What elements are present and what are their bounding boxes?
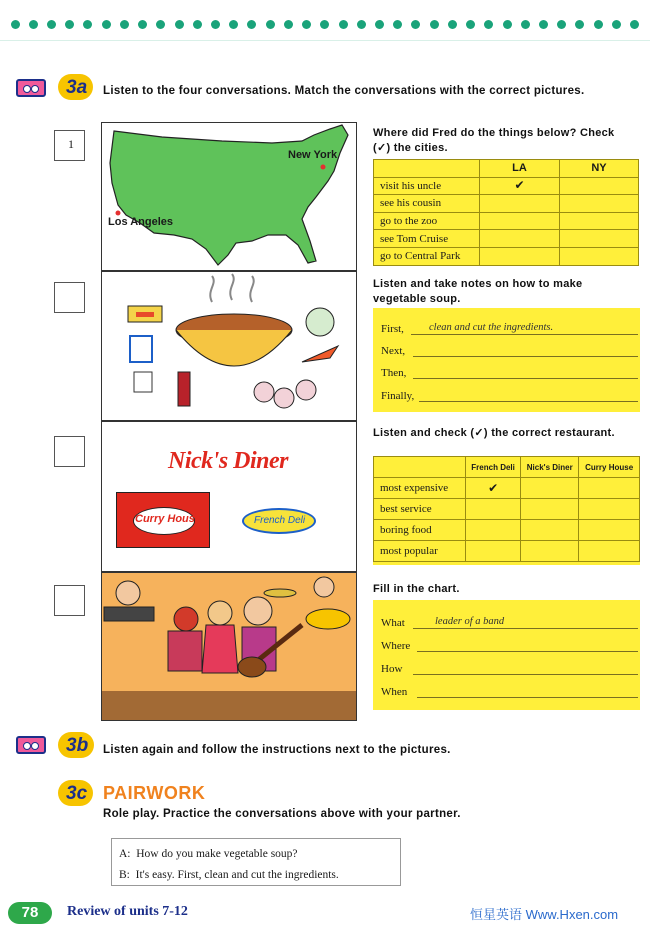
- decorative-dot-border: [0, 20, 650, 34]
- q1-cell-ny[interactable]: [560, 230, 639, 248]
- q2-answer-rule: [413, 356, 638, 357]
- q4-title: Fill in the chart.: [373, 583, 460, 595]
- q4-line-where[interactable]: [373, 633, 640, 655]
- q3-row-label: most popular: [374, 541, 466, 562]
- q2-answer-rule: [411, 334, 638, 335]
- q1-cell-ny[interactable]: [560, 247, 639, 265]
- map-label-los-angeles: Los Angeles: [108, 216, 173, 228]
- q2-line-next[interactable]: [373, 338, 640, 360]
- q3-cell-curry-house[interactable]: [579, 478, 640, 499]
- section-3b-badge: 3b: [58, 732, 94, 758]
- q1-row-label: see Tom Cruise: [374, 230, 480, 248]
- q4-line-label: Where: [381, 640, 411, 652]
- restaurants-picture: [101, 421, 357, 572]
- footer-title: Review of units 7-12: [67, 904, 188, 919]
- band-picture: [101, 572, 357, 721]
- q4-answer-rule: [417, 651, 638, 652]
- q1-row-label: see his cousin: [374, 195, 480, 213]
- q3-cell-nicks-diner[interactable]: [521, 478, 579, 499]
- soup-ingredients-illustration: [102, 272, 357, 421]
- map-label-new-york: New York: [288, 149, 338, 161]
- q2-line-then[interactable]: [373, 360, 640, 382]
- q1-cell-la[interactable]: [480, 195, 560, 213]
- sample-dialog-box: [111, 838, 401, 886]
- usa-map-icon: [102, 123, 357, 271]
- answer-box-2[interactable]: [54, 282, 85, 313]
- q4-answer-rule: [413, 628, 638, 629]
- q3-row-label: best service: [374, 499, 466, 520]
- q3-cell-french-deli[interactable]: [466, 520, 521, 541]
- q1-cell-la[interactable]: [480, 247, 560, 265]
- section-3c-badge: 3c: [58, 780, 93, 806]
- curry-house-sign: [116, 492, 210, 548]
- q1-row-label: go to the zoo: [374, 212, 480, 230]
- q2-line-label: First,: [381, 323, 404, 335]
- section-3b-instruction: Listen again and follow the instructions next to the pictures.: [103, 744, 451, 756]
- q3-header-blank: [374, 457, 466, 478]
- q3-cell-nicks-diner[interactable]: [521, 541, 579, 562]
- site-watermark: 恒星英语 Www.Hxen.com: [470, 907, 619, 922]
- q1-cell-ny[interactable]: [560, 177, 639, 195]
- dialog-line: [119, 865, 400, 886]
- q1-row-label: go to Central Park: [374, 247, 480, 265]
- q3-title: Listen and check (✓) the correct restaurant.: [373, 427, 615, 439]
- french-deli-sign: [242, 508, 316, 534]
- q2-line-label: Then,: [381, 367, 407, 379]
- q4-line-what[interactable]: [373, 610, 640, 632]
- pairwork-heading: PAIRWORK: [103, 783, 206, 803]
- dialog-speaker: B:: [119, 869, 130, 881]
- dialog-text: How do you make vegetable soup?: [136, 848, 298, 860]
- q1-header-ny: NY: [560, 160, 639, 178]
- vegetable-soup-picture: [101, 271, 357, 421]
- section-3c-instruction: Role play. Practice the conversations above with your partner.: [103, 808, 461, 820]
- q1-cell-la[interactable]: [480, 212, 560, 230]
- q2-line-finally[interactable]: [373, 383, 640, 405]
- q3-cell-curry-house[interactable]: [579, 499, 640, 520]
- q4-answer-rule: [417, 697, 638, 698]
- q3-header-nicks-diner: Nick's Diner: [521, 457, 579, 478]
- answer-box-3[interactable]: [54, 436, 85, 467]
- q4-line-label: What: [381, 617, 405, 629]
- q3-cell-french-deli[interactable]: [466, 541, 521, 562]
- q4-chart-area: [373, 600, 640, 710]
- q3-header-french-deli: French Deli: [466, 457, 521, 478]
- section-3a-badge: 3a: [58, 74, 93, 100]
- q2-answer: clean and cut the ingredients.: [429, 322, 554, 333]
- curry-house-label: Curry House: [135, 513, 202, 525]
- q4-line-when[interactable]: [373, 679, 640, 701]
- q3-row-label: most expensive: [374, 478, 466, 499]
- q3-cell-curry-house[interactable]: [579, 520, 640, 541]
- q1-title: Where did Fred do the things below? Check (✓) the cities.: [373, 127, 615, 154]
- q3-cell-curry-house[interactable]: [579, 541, 640, 562]
- cassette-icon: [16, 79, 46, 97]
- q3-cell-french-deli[interactable]: [466, 499, 521, 520]
- q1-header-la: LA: [480, 160, 560, 178]
- q3-cell-french-deli[interactable]: ✔: [466, 478, 521, 499]
- q1-cell-la[interactable]: [480, 230, 560, 248]
- q2-title: Listen and take notes on how to make vegetable soup.: [373, 278, 583, 305]
- q2-line-label: Finally,: [381, 390, 415, 402]
- q4-line-label: When: [381, 686, 408, 698]
- answer-box-1[interactable]: 1: [54, 130, 85, 161]
- q1-table: [373, 159, 639, 266]
- q3-table: [373, 456, 640, 565]
- page-number: 78: [8, 902, 52, 924]
- q1-cell-ny[interactable]: [560, 212, 639, 230]
- q3-row-label: boring food: [374, 520, 466, 541]
- q1-cell-ny[interactable]: [560, 195, 639, 213]
- q3-header-curry-house: Curry House: [579, 457, 640, 478]
- q2-line-label: Next,: [381, 345, 406, 357]
- dialog-line: [119, 844, 400, 865]
- french-deli-label: French Deli: [254, 515, 306, 526]
- dialog-text: It's easy. First, clean and cut the ingredients.: [135, 869, 339, 881]
- q4-line-label: How: [381, 663, 403, 675]
- q1-row-label: visit his uncle: [374, 177, 480, 195]
- q2-answer-rule: [413, 378, 638, 379]
- nicks-diner-sign: Nick's Diner: [168, 448, 288, 474]
- q2-answer-rule: [419, 401, 638, 402]
- q3-cell-nicks-diner[interactable]: [521, 499, 579, 520]
- q2-line-first[interactable]: [373, 316, 640, 338]
- q2-notes-area: [373, 308, 640, 412]
- divider: [0, 40, 650, 41]
- q4-line-how[interactable]: [373, 656, 640, 678]
- q3-cell-nicks-diner[interactable]: [521, 520, 579, 541]
- dialog-speaker: A:: [119, 848, 131, 860]
- band-illustration: [102, 573, 357, 721]
- q4-answer-rule: [413, 674, 638, 675]
- answer-box-4[interactable]: [54, 585, 85, 616]
- usa-map-picture: [101, 122, 357, 271]
- q4-answer: leader of a band: [435, 616, 505, 627]
- section-3a-instruction: Listen to the four conversations. Match the conversations with the correct pictures.: [103, 85, 585, 97]
- q1-header-blank: [374, 160, 480, 178]
- cassette-icon: [16, 736, 46, 754]
- q1-cell-la[interactable]: ✔: [480, 177, 560, 195]
